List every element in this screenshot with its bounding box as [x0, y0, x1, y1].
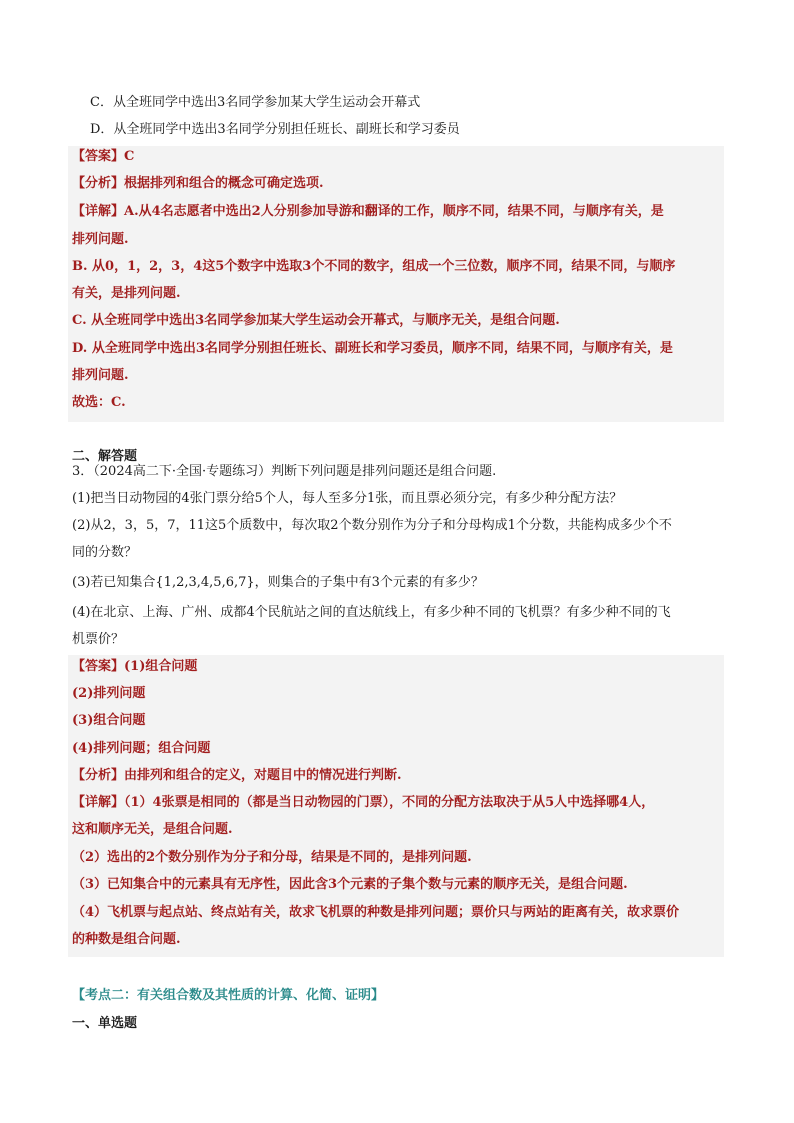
detail-label: 【详解】: [72, 795, 125, 810]
detail-line: [72, 794, 654, 812]
analysis-line-3: [72, 767, 402, 785]
detail-text: A.从4名志愿者中选出2人分别参加导游和翻译的工作，顺序不同，结果不同，与顺序有关，是: [124, 204, 664, 219]
answer-value: C: [124, 149, 135, 164]
question-part-4: (4)在北京、上海、广州、成都4个民航站之间的直达航线上，有多少种不同的飞机票？有多少种不同的飞: [72, 605, 671, 620]
analysis-label: 【分析】: [72, 176, 125, 191]
answer-label: 【答案】: [72, 149, 125, 164]
answer-label: 【答案】: [72, 659, 125, 674]
detail-line: D. 从全班同学中选出3名同学分别担任班长、副班长和学习委员，顺序不同，结果不同，与顺序有关，是: [72, 341, 673, 356]
answer-line-3: [72, 658, 197, 676]
analysis-label: 【分析】: [72, 768, 125, 783]
question-part-4-cont: 机票价？: [72, 632, 125, 647]
detail-line: （2）选出的2个数分别作为分子和分母，结果是不同的，是排列问题.: [72, 850, 472, 865]
question-part-3: (3)若已知集合{1,2,3,4,5,6,7}，则集合的子集中有3个元素的有多少？: [72, 575, 484, 590]
answer-line-1: [72, 148, 134, 166]
detail-line: 排列问题.: [72, 232, 129, 247]
detail-line: [72, 203, 664, 221]
answer-item: (4)排列问题；组合问题: [72, 741, 211, 756]
option-d: D．从全班同学中选出3名同学分别担任班长、副班长和学习委员: [90, 122, 460, 137]
detail-line: C. 从全班同学中选出3名同学参加某大学生运动会开幕式，与顺序无关，是组合问题.: [72, 313, 560, 328]
answer-item: (2)排列问题: [72, 686, 146, 701]
section-heading: 二、解答题: [72, 449, 138, 464]
question-part-2-cont: 同的分数？: [72, 545, 138, 560]
answer-value: (1)组合问题: [124, 659, 198, 674]
detail-line: B. 从0，1，2，3，4这5个数字中选取3个不同的数字，组成一个三位数，顺序不同，结果不同，与顺序: [72, 259, 676, 274]
detail-line: 这和顺序无关，是组合问题.: [72, 822, 233, 837]
question-part-2: (2)从2，3，5，7，11这5个质数中，每次取2个数分别作为分子和分母构成1个分数，共能构成多少个不: [72, 518, 672, 533]
question-stem: 3．（2024高二下·全国·专题练习）判断下列问题是排列问题还是组合问题.: [72, 464, 497, 479]
detail-text: （1）4张票是相同的（都是当日动物园的门票），不同的分配方法取决于从5人中选择哪4人，: [124, 795, 655, 810]
topic-heading: 【考点二：有关组合数及其性质的计算、化简、证明】: [72, 988, 385, 1003]
option-c: C．从全班同学中选出3名同学参加某大学生运动会开幕式: [90, 95, 421, 110]
analysis-line-1: [72, 175, 324, 193]
analysis-text: 由排列和组合的定义，对题目中的情况进行判断.: [124, 768, 402, 783]
detail-label: 【详解】: [72, 204, 125, 219]
detail-line: （3）已知集合中的元素具有无序性，因此含3个元素的子集个数与元素的顺序无关，是组合问题.: [72, 877, 628, 892]
detail-line: 有关，是排列问题.: [72, 286, 181, 301]
question-part-1: (1)把当日动物园的4张门票分给5个人，每人至多分1张，而且票必须分完，有多少种分配方法？: [72, 491, 623, 506]
detail-line: （4）飞机票与起点站、终点站有关，故求飞机票的种数是排列问题；票价只与两站的距离有关，故求票价: [72, 905, 680, 920]
detail-line: 故选：C.: [72, 395, 126, 410]
section-heading: 一、单选题: [72, 1016, 138, 1031]
detail-line: 的种数是组合问题.: [72, 932, 181, 947]
detail-line: 排列问题.: [72, 368, 129, 383]
analysis-text: 根据排列和组合的概念可确定选项.: [124, 176, 324, 191]
answer-item: (3)组合问题: [72, 713, 146, 728]
